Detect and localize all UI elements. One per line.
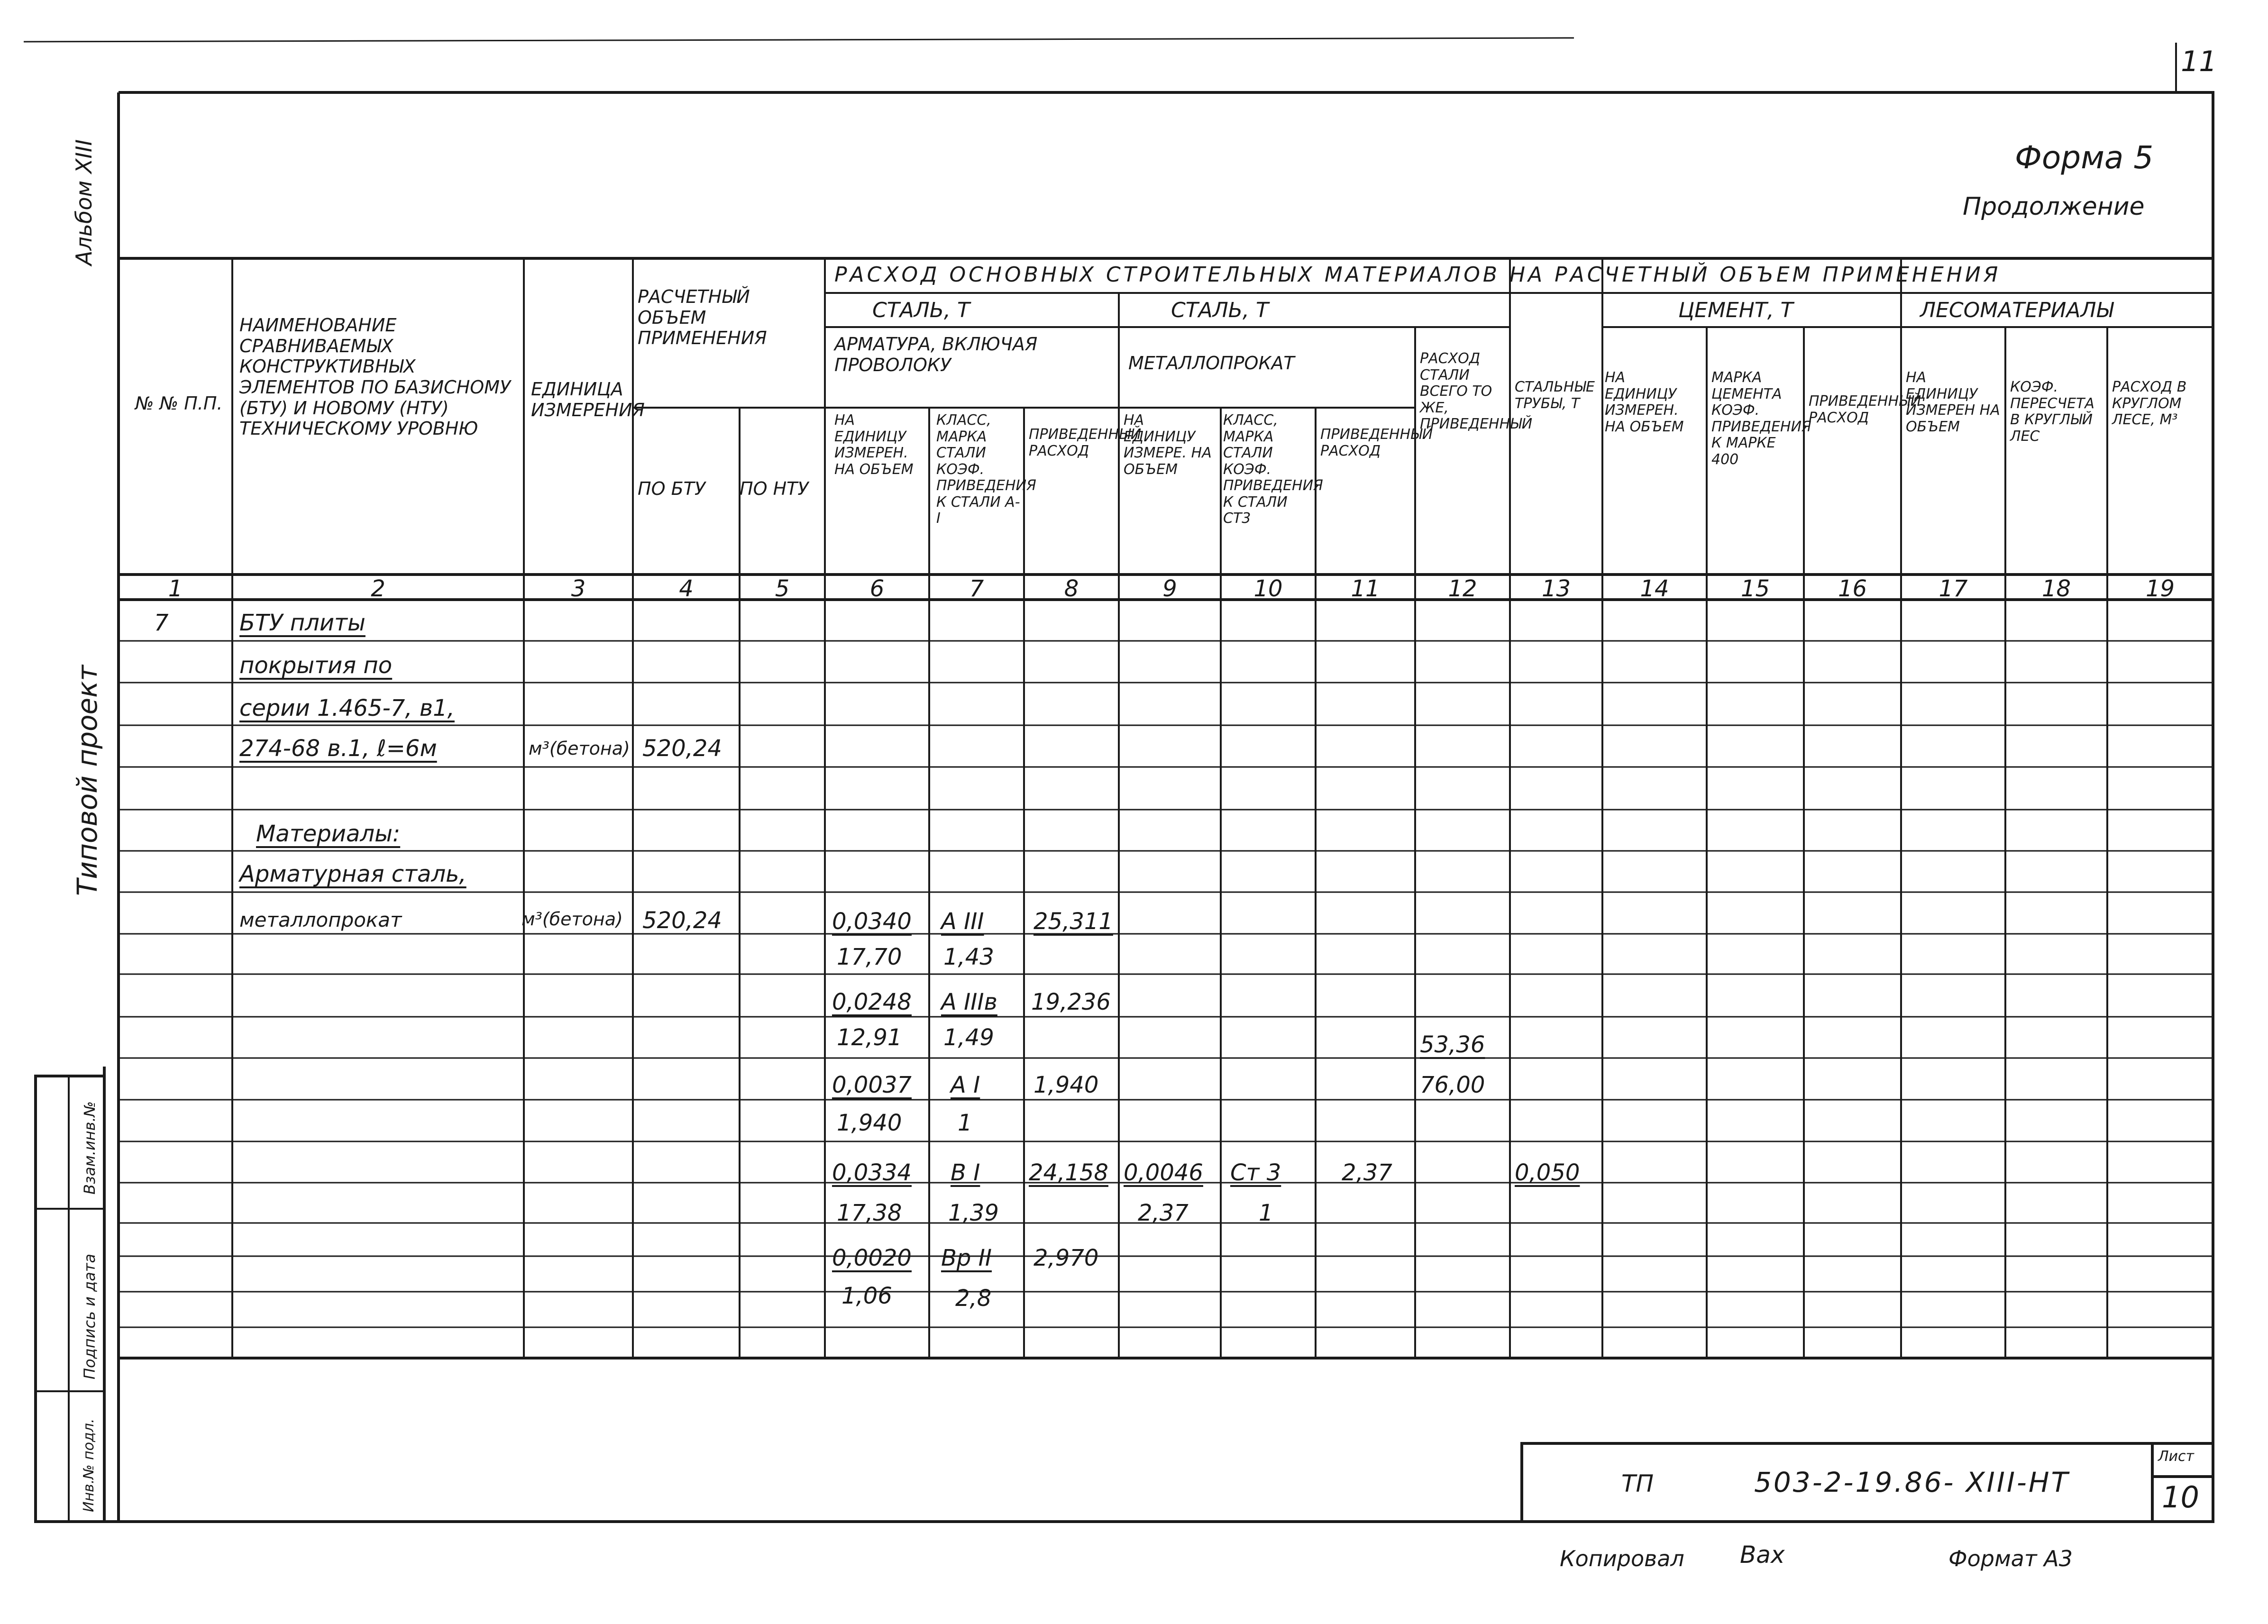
hdr-col16: ПРИВЕДЕННЫЙ РАСХОД (1809, 393, 1921, 426)
rolled-per-unit: 0,0046 (1124, 1159, 1203, 1186)
stamp-replace-inv: Взам.инв.№ (81, 1101, 99, 1195)
hdr-group-main: РАСХОД ОСНОВНЫХ СТРОИТЕЛЬНЫХ МАТЕРИАЛОВ НА РАСЧЕТНЫЙ ОБЪЕМ ПРИМЕНЕНИЯ (834, 263, 2001, 287)
colnum: 16 (1838, 575, 1867, 602)
colnum: 4 (679, 575, 694, 602)
colnum: 15 (1740, 575, 1770, 602)
steel-class: А III (941, 908, 984, 935)
hdr-col10: КЛАСС, МАРКА СТАЛИ КОЭФ. ПРИВЕДЕНИЯ К СТАЛИ СТ3 (1223, 412, 1323, 527)
hdr-steel1: СТАЛЬ, Т (872, 298, 970, 322)
colnum: 3 (571, 575, 586, 602)
hdr-col5: ПО НТУ (740, 478, 809, 499)
hdr-col15: МАРКА ЦЕМЕНТА КОЭФ. ПРИВЕДЕНИЯ К МАРКЕ 400 (1711, 369, 1811, 468)
hdr-steel1-sub: АРМАТУРА, ВКЛЮЧАЯ ПРОВОЛОКУ (834, 334, 1038, 375)
steel-coef: 1,43 (943, 944, 994, 970)
tb-code: 503-2-19.86- XIII-НТ (1754, 1466, 2070, 1498)
steel-reduced: 2,970 (1033, 1245, 1099, 1271)
steel-per-volume: 1,940 (837, 1110, 902, 1136)
hdr-col2: НАИМЕНОВАНИЕ СРАВНИВАЕМЫХ КОНСТРУКТИВНЫХ ЭЛЕМЕНТОВ ПО БАЗИСНОМУ (БТУ) И НОВОМУ (НТУ) ТЕХНИЧЕСКОМУ УРОВНЮ (239, 315, 511, 439)
rolled-coef: 1 (1259, 1200, 1273, 1226)
hdr-timber: ЛЕСОМАТЕРИАЛЫ (1920, 298, 2113, 322)
project-label: Типовой проект (71, 665, 103, 896)
hdr-col9: НА ЕДИНИЦУ ИЗМЕРЕ. НА ОБЪЕМ (1124, 412, 1212, 478)
hdr-col18: КОЭФ. ПЕРЕСЧЕТА В КРУГЛЫЙ ЛЕС (2010, 379, 2094, 445)
hdr-col4: ПО БТУ (638, 478, 706, 499)
hdr-steel2-sub: МЕТАЛЛОПРОКАТ (1128, 353, 1295, 374)
hdr-col11: ПРИВЕДЕННЫЙ РАСХОД (1320, 426, 1433, 459)
total-steel: 53,36 (1420, 1031, 1485, 1058)
steel-class: А IIIв (941, 989, 997, 1015)
steel-coef: 1,49 (943, 1024, 994, 1051)
materials-line-1: Арматурная сталь, (239, 861, 466, 887)
colnum: 10 (1253, 575, 1283, 602)
footer-format: Формат А3 (1948, 1546, 2073, 1571)
colnum: 13 (1541, 575, 1571, 602)
colnum: 18 (2041, 575, 2071, 602)
item-name-line-4: 274-68 в.1, ℓ=6м (239, 735, 437, 762)
hdr-col6: НА ЕДИНИЦУ ИЗМЕРЕН. НА ОБЪЕМ (834, 412, 914, 478)
hdr-cement: ЦЕМЕНТ, Т (1678, 298, 1793, 322)
footer-copied: Копировал (1560, 1546, 1684, 1571)
hdr-volume: РАСЧЕТНЫЙ ОБЪЕМ ПРИМЕНЕНИЯ (638, 286, 767, 349)
steel-per-volume: 17,70 (837, 944, 902, 970)
item-name-line-2: покрытия по (239, 652, 393, 679)
colnum: 11 (1351, 575, 1380, 602)
tb-prefix: ТП (1621, 1470, 1654, 1497)
item-name-line-1: БТУ плиты (239, 610, 366, 636)
materials-title: Материалы: (256, 821, 401, 847)
colnum: 12 (1448, 575, 1477, 602)
total-steel-reduced: 76,00 (1420, 1072, 1485, 1098)
stamp-signature-date: Подпись и дата (81, 1253, 99, 1379)
hdr-col13: СТАЛЬНЫЕ ТРУБЫ, Т (1515, 379, 1595, 412)
colnum: 1 (168, 575, 183, 602)
steel-class: А I (951, 1072, 980, 1098)
steel-per-unit: 0,0037 (832, 1072, 912, 1098)
steel-per-volume: 1,06 (841, 1283, 892, 1309)
colnum: 9 (1162, 575, 1177, 602)
hdr-col8: ПРИВЕДЕННЫЙ РАСХОД (1029, 426, 1142, 459)
hdr-steel2: СТАЛЬ, Т (1171, 298, 1269, 322)
steel-per-unit: 0,0020 (832, 1245, 912, 1271)
item-number: 7 (154, 610, 169, 636)
steel-pipes: 0,050 (1515, 1159, 1580, 1186)
colnum: 2 (371, 575, 385, 602)
hdr-col14: НА ЕДИНИЦУ ИЗМЕРЕН. НА ОБЪЕМ (1605, 369, 1684, 435)
steel-per-unit: 0,0340 (832, 908, 912, 935)
steel-reduced: 19,236 (1031, 989, 1111, 1015)
hdr-col3: ЕДИНИЦА ИЗМЕРЕНИЯ (531, 379, 645, 420)
form-title: Форма 5 (2015, 139, 2154, 176)
form-subtitle: Продолжение (1963, 192, 2145, 221)
colnum: 14 (1640, 575, 1669, 602)
colnum: 7 (969, 575, 984, 602)
materials-line-2: металлопрокат (239, 908, 402, 931)
outer-frame (104, 92, 2213, 1522)
steel-reduced: 24,158 (1029, 1159, 1108, 1186)
hdr-col17: НА ЕДИНИЦУ ИЗМЕРЕН НА ОБЪЕМ (1906, 369, 2000, 435)
steel-per-unit: 0,0248 (832, 989, 912, 1015)
colnum: 5 (775, 575, 790, 602)
rolled-per-volume: 2,37 (1138, 1200, 1189, 1226)
unit-concrete-2: м³(бетона) (521, 909, 623, 930)
steel-per-volume: 17,38 (837, 1200, 902, 1226)
tb-sheet-label: Лист (2158, 1448, 2195, 1465)
album-label: Альбом XIII (71, 139, 97, 265)
hdr-col7: КЛАСС, МАРКА СТАЛИ КОЭФ. ПРИВЕДЕНИЯ К СТАЛИ А-I (936, 412, 1036, 527)
unit-concrete-1: м³(бетона) (529, 738, 630, 759)
hdr-col19: РАСХОД В КРУГЛОМ ЛЕСЕ, М³ (2112, 379, 2187, 428)
item-name-line-3: серии 1.465-7, в1, (239, 695, 455, 721)
steel-coef: 1 (958, 1110, 972, 1136)
steel-class: В I (951, 1159, 980, 1186)
rolled-class: Ст 3 (1230, 1159, 1281, 1186)
rolled-reduced: 2,37 (1342, 1159, 1392, 1186)
steel-reduced: 25,311 (1033, 908, 1113, 935)
steel-per-unit: 0,0334 (832, 1159, 912, 1186)
hdr-col12: РАСХОД СТАЛИ ВСЕГО ТО ЖЕ, ПРИВЕДЕННЫЙ (1420, 350, 1533, 432)
hdr-col1: № № П.П. (135, 393, 223, 414)
stamp-inv-original: Инв.№ подл. (81, 1418, 97, 1512)
colnum: 8 (1064, 575, 1079, 602)
tb-sheet-number: 10 (2162, 1480, 2199, 1515)
footer-signature: Вах (1740, 1541, 1785, 1569)
steel-class: Вр II (941, 1245, 992, 1271)
page-corner-number: 11 (2181, 45, 2217, 78)
colnum: 17 (1939, 575, 1968, 602)
steel-coef: 1,39 (948, 1200, 999, 1226)
steel-per-volume: 12,91 (837, 1024, 902, 1051)
colnum: 6 (869, 575, 885, 602)
steel-reduced: 1,940 (1033, 1072, 1099, 1098)
steel-coef: 2,8 (955, 1285, 992, 1312)
volume-btu-2: 520,24 (642, 907, 722, 934)
volume-btu-1: 520,24 (642, 735, 722, 762)
colnum: 19 (2145, 575, 2175, 602)
